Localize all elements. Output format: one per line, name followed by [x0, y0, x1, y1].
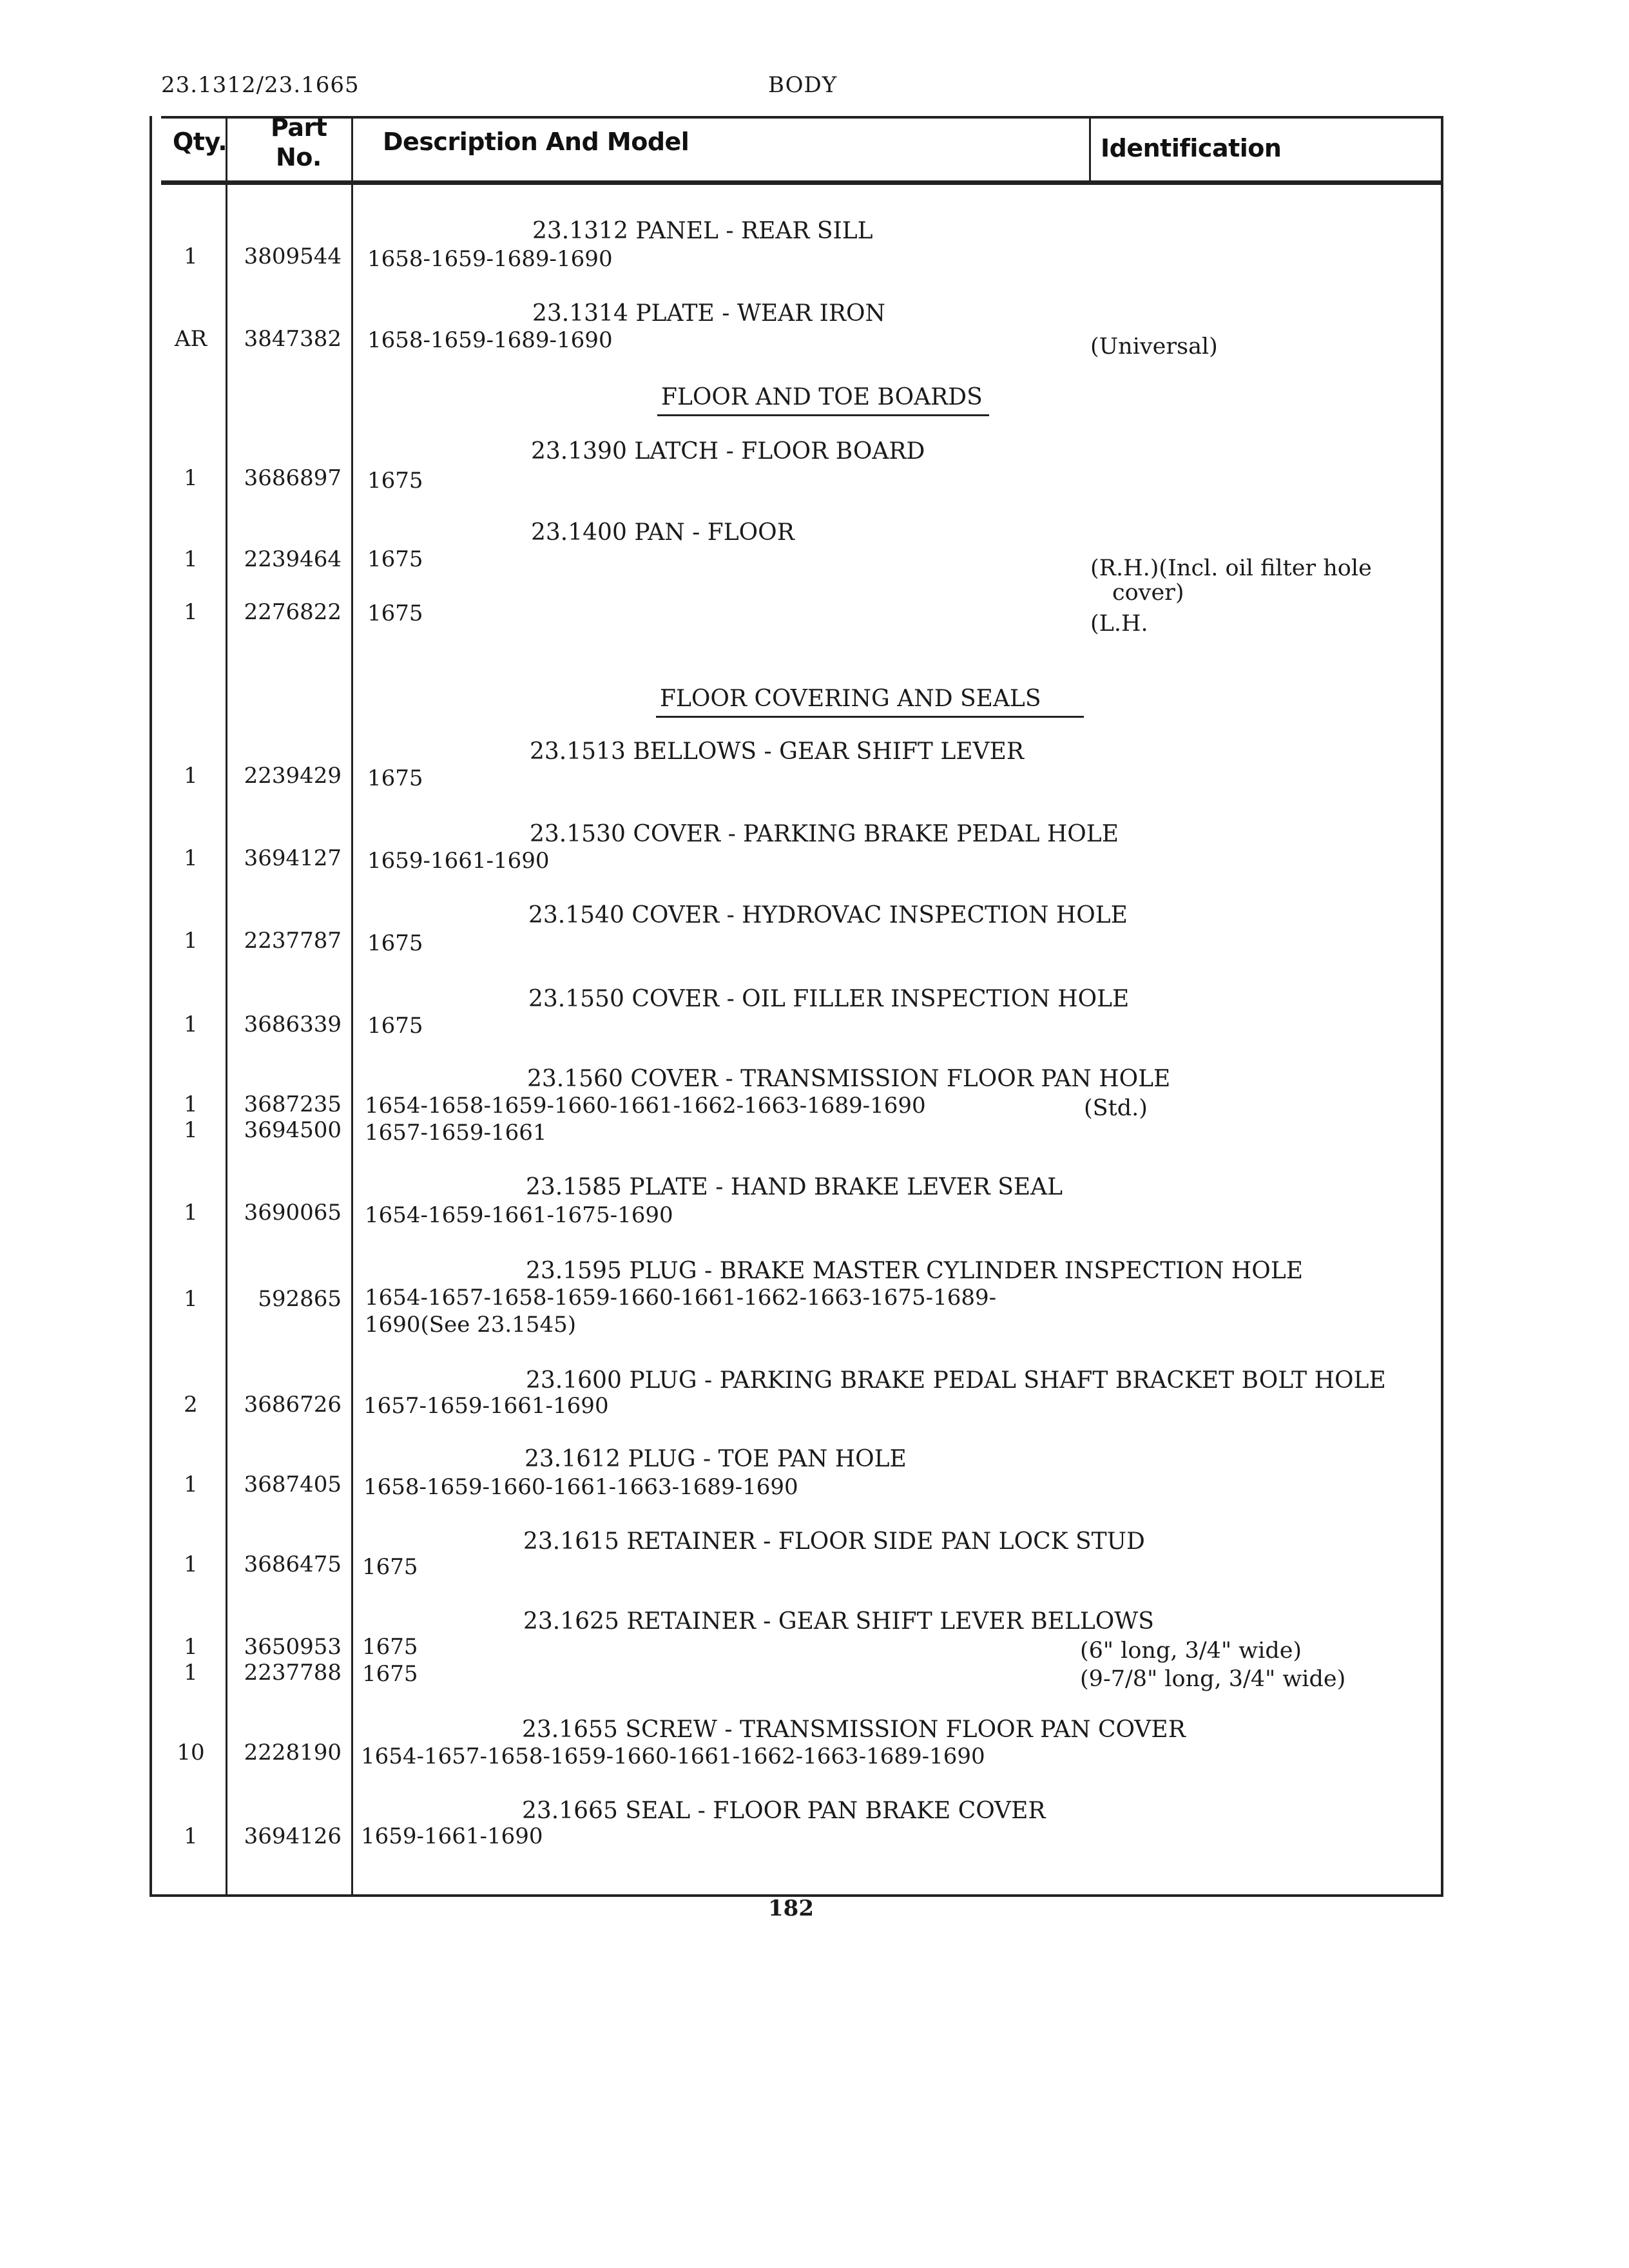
model-cell: 1658-1659-1689-1690 [367, 327, 613, 353]
model-cell: 1657-1659-1661 [365, 1120, 547, 1146]
model-cell: 1675 [367, 1013, 423, 1039]
part-title: 23.1585 PLATE - HAND BRAKE LEVER SEAL [526, 1174, 1063, 1200]
part-number-cell: 3686726 [244, 1392, 342, 1418]
model-cell: 1675 [367, 765, 423, 791]
part-number-cell: 3686475 [244, 1552, 342, 1577]
identification-cell: (Std.) [1084, 1095, 1148, 1121]
model-cell: 1675 [367, 546, 423, 572]
qty-cell: 2 [184, 1392, 198, 1418]
part-title: 23.1513 BELLOWS - GEAR SHIFT LEVER [530, 738, 1024, 765]
part-number-cell: 3809544 [244, 244, 342, 269]
part-number-cell: 3694500 [244, 1117, 342, 1143]
qty-cell: 1 [184, 1823, 198, 1849]
qty-cell: 1 [184, 1552, 198, 1577]
part-title: 23.1665 SEAL - FLOOR PAN BRAKE COVER [522, 1798, 1046, 1824]
qty-cell: 1 [184, 546, 198, 572]
identification-cell: (6" long, 3/4" wide) [1080, 1638, 1302, 1664]
model-cell: 1654-1659-1661-1675-1690 [365, 1202, 673, 1228]
qty-cell: 1 [184, 928, 198, 954]
part-title: 23.1550 COVER - OIL FILLER INSPECTION HOLE [528, 986, 1130, 1012]
part-number-cell: 2276822 [244, 599, 342, 625]
part-column-header-line1: Part [271, 113, 327, 142]
model-cell: 1659-1661-1690 [367, 848, 550, 874]
part-title: 23.1400 PAN - FLOOR [531, 519, 795, 546]
part-number-cell: 3847382 [244, 326, 342, 352]
qty-cell: AR [174, 326, 207, 352]
part-number-cell: 3687235 [244, 1091, 342, 1117]
part-number-cell: 2228190 [244, 1740, 342, 1765]
part-title: 23.1615 RETAINER - FLOOR SIDE PAN LOCK STUD [523, 1528, 1145, 1555]
model-cell: 1675 [362, 1554, 418, 1580]
qty-cell: 1 [184, 1012, 198, 1037]
identification-cell: (9-7/8" long, 3/4" wide) [1080, 1666, 1346, 1692]
part-title: 23.1312 PANEL - REAR SILL [532, 218, 873, 244]
qty-cell: 1 [184, 845, 198, 871]
model-cell: 1657-1659-1661-1690 [363, 1393, 609, 1419]
part-title: 23.1612 PLUG - TOE PAN HOLE [525, 1446, 907, 1472]
model-cell: 1675 [367, 468, 423, 494]
part-title: 23.1530 COVER - PARKING BRAKE PEDAL HOLE [530, 821, 1119, 847]
part-number-cell: 3694127 [244, 845, 342, 871]
part-number-cell: 2239429 [244, 763, 342, 789]
identification-column-header: Identification [1101, 134, 1282, 162]
qty-cell: 1 [184, 1286, 198, 1312]
model-cell: 1675 [367, 930, 423, 956]
table-left-border [149, 116, 152, 1896]
part-title: 23.1390 LATCH - FLOOR BOARD [531, 438, 925, 465]
qty-cell: 1 [184, 1472, 198, 1497]
qty-cell: 1 [184, 1200, 198, 1225]
part-number-cell: 592865 [258, 1286, 342, 1312]
model-cell: 1675 [362, 1661, 418, 1687]
qty-column-header: Qty. [173, 128, 227, 156]
model-cell: 1654-1657-1658-1659-1660-1661-1662-1663-1675-1689- [365, 1285, 997, 1311]
qty-cell: 1 [184, 244, 198, 269]
part-number-cell: 3687405 [244, 1472, 342, 1497]
model-cell-continued: 1690(See 23.1545) [365, 1312, 576, 1338]
part-title: 23.1540 COVER - HYDROVAC INSPECTION HOLE [528, 902, 1128, 928]
part-number-cell: 3686339 [244, 1012, 342, 1037]
part-title: 23.1625 RETAINER - GEAR SHIFT LEVER BELLOWS [523, 1608, 1154, 1635]
model-cell: 1658-1659-1660-1661-1663-1689-1690 [363, 1474, 798, 1500]
section-heading: FLOOR COVERING AND SEALS [656, 686, 1084, 718]
part-number-cell: 3694126 [244, 1823, 342, 1849]
model-cell: 1658-1659-1689-1690 [367, 246, 613, 272]
model-cell: 1675 [367, 601, 423, 626]
part-number-cell: 2237787 [244, 928, 342, 954]
section-heading: FLOOR AND TOE BOARDS [657, 384, 989, 416]
model-cell: 1654-1657-1658-1659-1660-1661-1662-1663-1689-1690 [361, 1744, 985, 1769]
identification-cell-continued: cover) [1112, 580, 1184, 606]
part-title: 23.1314 PLATE - WEAR IRON [532, 300, 885, 327]
page-number: 182 [768, 1896, 814, 1921]
part-column-divider [351, 116, 353, 1896]
part-number-cell: 3650953 [244, 1634, 342, 1660]
catalog-section-range: 23.1312/23.1665 [161, 72, 360, 98]
qty-cell: 1 [184, 599, 198, 625]
qty-cell: 1 [184, 1634, 198, 1660]
qty-cell: 10 [177, 1740, 205, 1765]
identification-cell: (R.H.)(Incl. oil filter hole [1090, 555, 1372, 581]
qty-cell: 1 [184, 1091, 198, 1117]
ident-header-divider [1089, 116, 1091, 183]
table-right-border [1441, 116, 1443, 1896]
description-column-header: Description And Model [383, 128, 689, 156]
header-bottom-border [161, 180, 1443, 185]
part-title: 23.1655 SCREW - TRANSMISSION FLOOR PAN COVER [522, 1716, 1186, 1743]
part-number-cell: 3690065 [244, 1200, 342, 1225]
part-number-cell: 2239464 [244, 546, 342, 572]
part-number-cell: 2237788 [244, 1660, 342, 1686]
model-cell: 1654-1658-1659-1660-1661-1662-1663-1689-1690 [365, 1093, 926, 1119]
qty-cell: 1 [184, 465, 198, 491]
identification-cell: (L.H. [1090, 611, 1148, 637]
part-column-header-line2: No. [276, 143, 322, 171]
part-number-cell: 3686897 [244, 465, 342, 491]
part-title: 23.1595 PLUG - BRAKE MASTER CYLINDER INSPECTION HOLE [526, 1258, 1303, 1284]
identification-cell: (Universal) [1090, 334, 1218, 360]
qty-column-divider [226, 116, 227, 1896]
page-heading: BODY [768, 72, 838, 98]
qty-cell: 1 [184, 763, 198, 789]
model-cell: 1675 [362, 1634, 418, 1660]
part-title: 23.1600 PLUG - PARKING BRAKE PEDAL SHAFT BRACKET BOLT HOLE [526, 1367, 1386, 1394]
qty-cell: 1 [184, 1660, 198, 1686]
model-cell: 1659-1661-1690 [361, 1823, 543, 1849]
part-title: 23.1560 COVER - TRANSMISSION FLOOR PAN HOLE [527, 1066, 1171, 1092]
qty-cell: 1 [184, 1117, 198, 1143]
table-top-border [161, 116, 1443, 119]
